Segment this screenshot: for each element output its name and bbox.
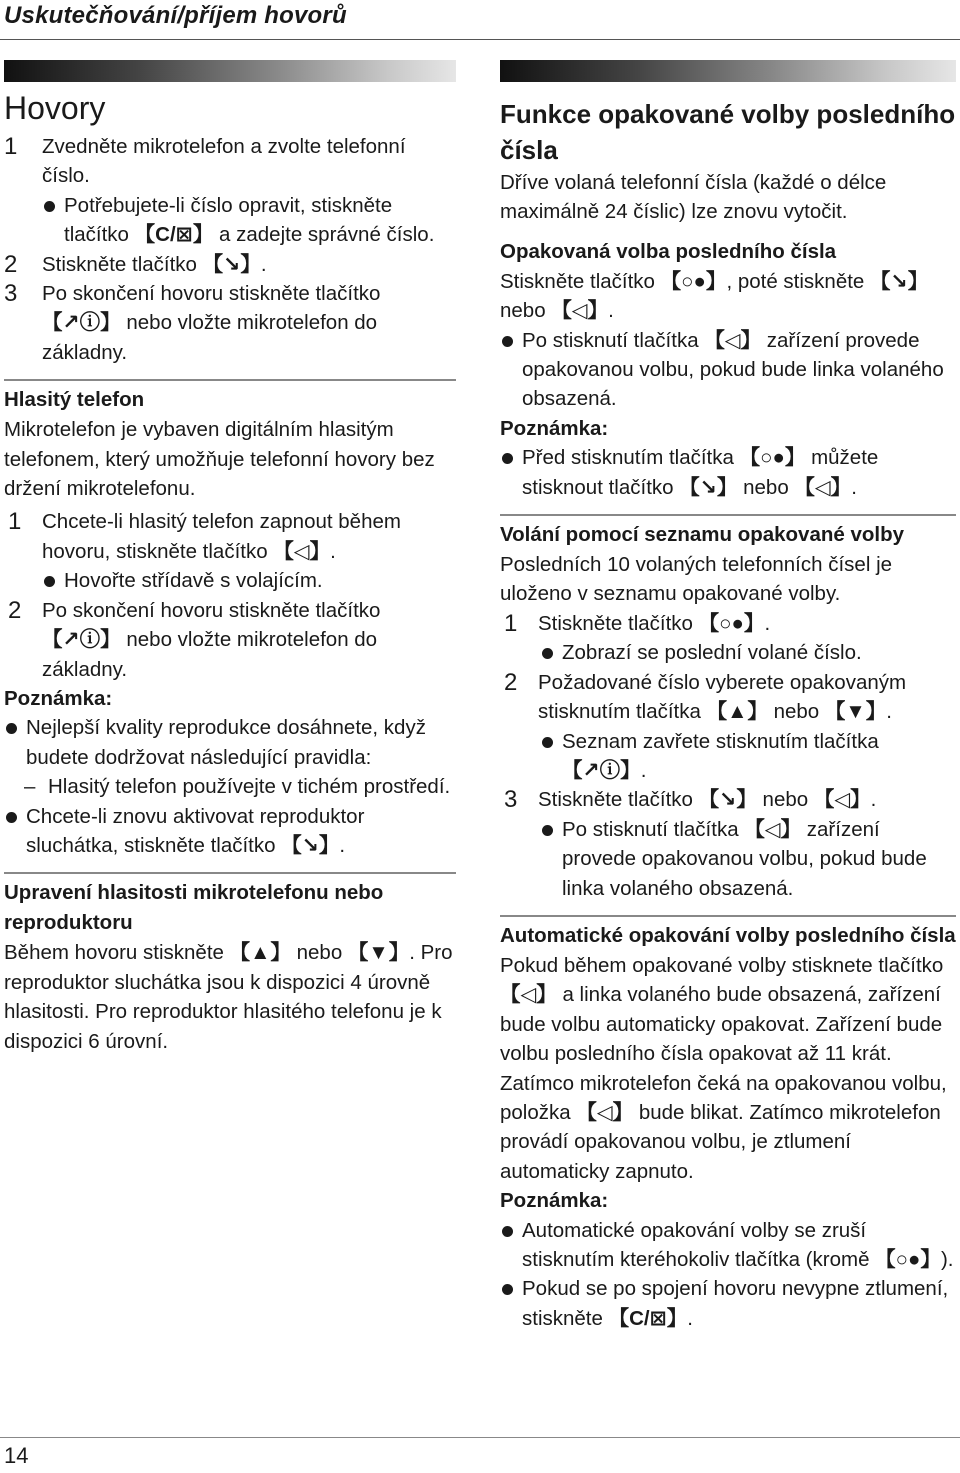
call-step-1: 1 Zvedněte mikrotelefon a zvolte telefonní číslo. [4,133,406,188]
volume-title: Upravení hlasitosti mikrotelefonu nebo reproduktoru [4,881,384,935]
auto-note-1: Automatické opakování volby se zruší stisknutím kteréhokoliv tlačítka (kromě 【○●】). [500,1216,956,1275]
speakerphone-title: Hlasitý telefon [4,388,145,412]
key-glyph: 【◁】 [551,299,609,323]
speakerphone-section [4,379,456,860]
redial-list-title: Volání pomocí seznamu opakované volby [500,523,905,547]
redial-text: Stiskněte tlačítko 【○●】, poté stiskněte 【↘】 nebo 【◁】. [500,267,956,326]
key-glyph: 【○●】 [875,1248,941,1271]
speaker-note-title: Poznámka: [4,686,113,710]
key-glyph: 【▼】 [824,700,887,724]
right-column [500,60,956,1333]
key-glyph: 【◁】 [273,539,331,563]
auto-note-2: Pokud se po spojení hovoru nevypne ztlumení, stiskněte 【C/⊠】. [500,1274,956,1333]
key-glyph: 【○●】 [739,446,806,470]
speaker-note-1: Nejlepší kvality reprodukce dosáhnete, když budete dodržovat následující pravidla: [4,713,456,772]
key-glyph: 【○●】 [660,269,727,293]
key-glyph: 【◁】 [704,328,762,352]
volume-text: Během hovoru stiskněte 【▲】 nebo 【▼】. Pro reproduktor sluchátka jsou k dispozici 4 úrovně hlasitosti. Pro reproduktor hlasitého telefonu je k dispozici 6 úrovní. [4,938,456,1056]
footer-rule [0,1437,960,1438]
key-glyph: 【↗ⓘ】 [42,311,121,335]
redial-intro: Dříve volaná telefonní čísla (každé o délce maximálně 24 číslic) lze znovu vytočit. [500,171,887,224]
list-step-3-bullet: Po stisknutí tlačítka 【◁】 zařízení provede opakovanou volbu, pokud bude linka volaného obsazená. [540,815,956,903]
auto-redial-title: Automatické opakování volby posledního čísla [500,923,956,947]
left-column [4,60,456,1056]
key-glyph: 【↘】 [281,833,340,857]
key-glyph: 【○●】 [698,611,765,635]
key-glyph: 【↘】 [698,788,757,812]
auto-redial-text: Pokud během opakované volby stisknete tlačítko 【◁】 a linka volaného bude obsazená, zařízení bude volbu automaticky opakovat. Zařízení bude volbu posledního čísla opakovat až 11 krát. Zatímco mikrotelefon čeká na opakovanou volbu, položka 【◁】 bude blikat. Zatímco mikrotelefon provádí opakovanou volbu, je ztlumení automaticky zapnuto. [500,953,947,1183]
list-step-2-bullet: Seznam zavřete stisknutím tlačítka 【↗ⓘ】. [540,727,956,786]
key-glyph: 【◁】 [576,1100,634,1124]
key-glyph: 【◁】 [794,475,852,499]
section-heading-redial: Funkce opakované volby posledního čísla [500,99,956,165]
page-number: 14 [4,1443,29,1468]
key-glyph: 【↘】 [679,475,738,499]
speaker-step-2: 2 Po skončení hovoru stiskněte tlačítko 【↗ⓘ】 nebo vložte mikrotelefon do základny. [8,596,381,681]
key-glyph: 【▼】 [347,941,410,965]
page-title: Uskutečňování/příjem hovorů [4,2,347,29]
key-glyph: 【↗ⓘ】 [562,758,641,782]
call-step-2-text: Stiskněte tlačítko 【↘】. [42,253,267,276]
section-gradient-bar-right [500,60,956,82]
redial-note-title: Poznámka: [500,416,609,440]
section-gradient-bar [4,60,456,82]
call-step-3-text: Po skončení hovoru stiskněte tlačítko 【↗ⓘ】 nebo vložte mikrotelefon do základny. [42,282,381,364]
auto-note-title: Poznámka: [500,1189,609,1213]
auto-redial-section [500,915,956,1333]
key-glyph: 【↗ⓘ】 [42,628,121,652]
speaker-note-2: Chcete-li znovu aktivovat reproduktor sluchátka, stiskněte tlačítko 【↘】. [4,802,456,861]
list-step-2: 2 Požadované číslo vyberete opakovaným stisknutím tlačítka 【▲】 nebo 【▼】. [500,668,956,727]
redial-note: Před stisknutím tlačítka 【○●】 můžete stisknout tlačítko 【↘】 nebo 【◁】. [500,443,956,502]
list-step-1-bullet: Zobrazí se poslední volané číslo. [540,638,956,667]
key-glyph: 【▲】 [229,941,291,965]
speakerphone-intro: Mikrotelefon je vybaven digitálním hlasitým telefonem, který umožňuje telefonní hovory bez držení mikrotelefonu. [4,418,435,501]
call-step-2: 2 Stiskněte tlačítko 【↘】. [4,250,267,278]
key-glyph: 【↘】 [870,269,929,293]
section-heading-calls: Hovory [4,90,106,126]
list-step-3: 3 Stiskněte tlačítko 【↘】 nebo 【◁】. [504,786,877,814]
redial-bullet: Po stisknutí tlačítka 【◁】 zařízení provede opakovanou volbu, pokud bude linka volaného obsazená. [500,326,956,414]
key-glyph: 【◁】 [813,788,871,812]
redial-section [500,233,956,502]
volume-section [4,872,456,1056]
speaker-note-1-dash: – Hlasitý telefon používejte v tichém prostředí. [24,775,451,799]
key-glyph: 【C/⊠】 [608,1306,688,1330]
key-glyph: 【C/⊠】 [134,223,214,247]
key-glyph: 【↘】 [202,252,261,276]
key-glyph: 【◁】 [744,817,802,841]
redial-list-intro: Posledních 10 volaných telefonních čísel je uloženo v seznamu opakované volby. [500,553,893,606]
speaker-step-1: 1 Chcete-li hlasitý telefon zapnout během hovoru, stiskněte tlačítko 【◁】. [4,507,456,566]
page-header [0,0,960,40]
list-step-1: 1 Stiskněte tlačítko 【○●】. [504,609,771,637]
speaker-step-1-bullet: Hovořte střídavě s volajícím. [42,566,456,595]
call-step-3: 3 Po skončení hovoru stiskněte tlačítko 【↗ⓘ】 nebo vložte mikrotelefon do základny. [4,280,381,364]
call-step-1-bullet: Potřebujete-li číslo opravit, stiskněte tlačítko 【C/⊠】 a zadejte správné číslo. [42,191,456,250]
key-glyph: 【◁】 [500,983,557,1007]
redial-title: Opakovaná volba posledního čísla [500,239,837,263]
call-step-1-text: Zvedněte mikrotelefon a zvolte telefonní číslo. [42,135,406,188]
key-glyph: 【▲】 [706,700,768,724]
redial-list-section [500,514,956,903]
